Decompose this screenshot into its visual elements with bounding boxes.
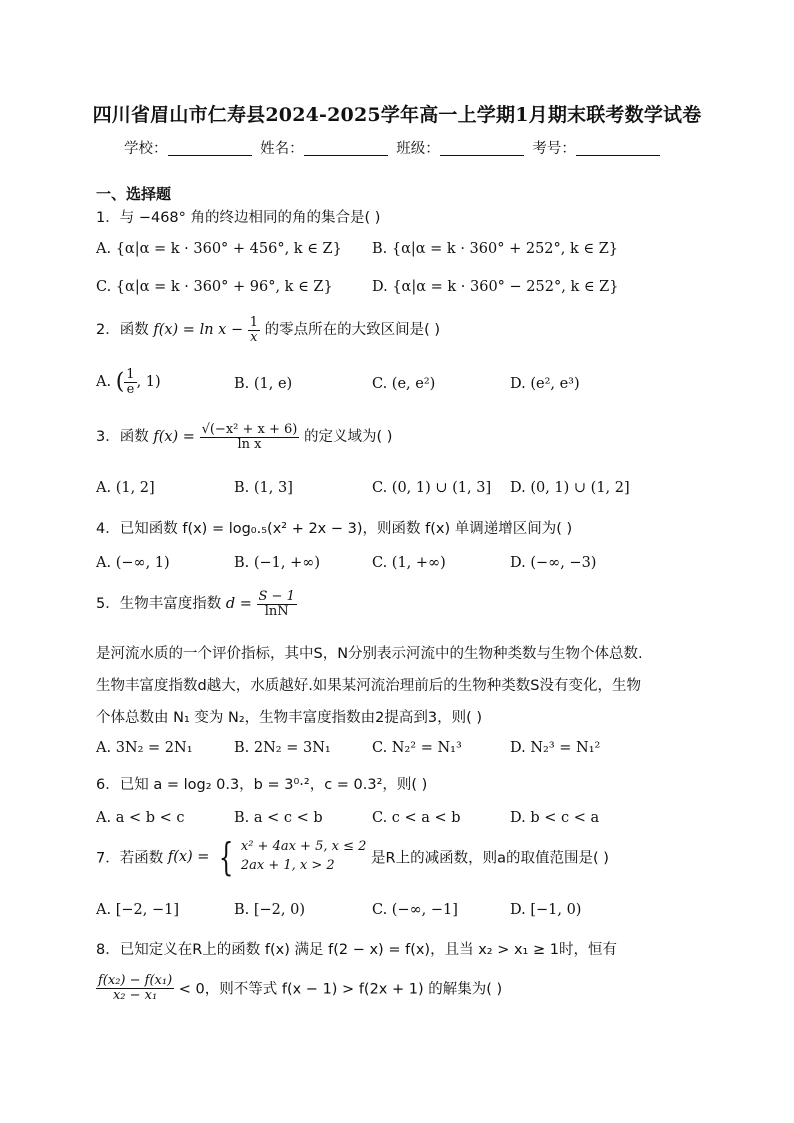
q7-expr: f(x) = (167, 849, 210, 865)
q3-fraction (200, 423, 300, 451)
q3-expr: f(x) = (153, 429, 195, 446)
q1-option-c: C. {α|α = k · 360° + 96°, k ∈ Z} (96, 279, 333, 295)
q5-frac-num: S − 1 (258, 589, 295, 604)
q2-frac-den: x (250, 329, 258, 345)
class-blank (440, 141, 524, 156)
q2-a-open: ( (115, 369, 125, 395)
q5-option-c: C. N₂² = N₁³ (372, 740, 462, 756)
q8-fraction (96, 974, 174, 1002)
q3-option-d: D. (0, 1) ∪ (1, 2] (510, 480, 630, 496)
q5-line1: 是河流水质的一个评价指标，其中S，N分别表示河流中的生物种类数与生物个体总数. (96, 646, 643, 662)
q7-stem (96, 835, 609, 879)
q5-frac-den: lnN (264, 603, 289, 619)
q5-line3: 个体总数由 N₁ 变为 N₂，生物丰富度指数由2提高到3，则( ) (96, 710, 483, 726)
piecewise-brace: { (218, 835, 234, 879)
q3-frac-den: ln x (237, 436, 262, 452)
q3-option-a: A. (1, 2] (96, 480, 155, 496)
q2-a-label: A. (96, 374, 112, 391)
q3-option-c: C. (0, 1) ∪ (1, 3] (372, 480, 492, 496)
q7-piece1: x² + 4ax + 5, x ≤ 2 (240, 839, 367, 855)
q6-stem: 6．已知 a = log₂ 0.3，b = 3⁰·²，c = 0.3²，则( ) (96, 777, 428, 793)
school-blank (168, 141, 252, 156)
q6-option-b: B. a < c < b (234, 810, 323, 826)
q5-expr: d = (225, 596, 252, 613)
q2-a-frac-num: 1 (126, 367, 135, 382)
q5-stem (96, 590, 297, 618)
q4-option-a: A. (−∞, 1) (96, 555, 170, 571)
q8-line1: 8．已知定义在R上的函数 f(x) 满足 f(2 − x) = f(x)，且当 x₂ > x₁ ≥ 1时，恒有 (96, 942, 617, 958)
q8-line2 (96, 974, 502, 1002)
q7-pieces (241, 838, 367, 876)
q2-option-b: B. (1, e) (234, 376, 293, 392)
q7-option-c: C. (−∞, −1] (372, 902, 458, 918)
q5-option-d: D. N₂³ = N₁² (510, 740, 601, 756)
class-label: 班级： (396, 141, 440, 157)
q1-stem: 1．与 −468° 角的终边相同的角的集合是( ) (96, 210, 381, 226)
q3-option-b: B. (1, 3] (234, 480, 293, 496)
q2-expr: f(x) = ln x − (153, 322, 244, 339)
q4-option-b: B. (−1, +∞) (234, 555, 321, 571)
q2-option-d: D. (e², e³) (510, 376, 580, 392)
page-title: 四川省眉山市仁寿县2024-2025学年高一上学期1月期末联考数学试卷 (92, 104, 702, 126)
exam-no-blank (576, 141, 660, 156)
q1-option-a: A. {α|α = k · 360° + 456°, k ∈ Z} (96, 241, 342, 257)
q2-a-tail: , 1) (136, 374, 161, 391)
student-info-row (124, 137, 664, 158)
q3-stem (96, 423, 392, 451)
q7-prefix: 7．若函数 (96, 850, 164, 867)
q2-stem (96, 316, 440, 344)
name-label: 姓名： (260, 141, 304, 157)
q8-line2-tail: < 0，则不等式 f(x − 1) > f(2x + 1) 的解集为( ) (178, 981, 503, 998)
q2-fraction (248, 316, 260, 344)
q3-frac-num: √(−x² + x + 6) (201, 422, 298, 437)
exam-no-label: 考号： (532, 141, 576, 157)
q5-fraction (257, 590, 297, 618)
q1-option-d: D. {α|α = k · 360° − 252°, k ∈ Z} (372, 279, 619, 295)
school-label: 学校： (124, 141, 168, 157)
name-blank (304, 141, 388, 156)
q2-a-fraction (124, 368, 136, 396)
q7-option-a: A. [−2, −1] (96, 902, 179, 918)
q6-option-d: D. b < c < a (510, 810, 600, 826)
q1-option-b: B. {α|α = k · 360° + 252°, k ∈ Z} (372, 241, 619, 257)
q6-option-a: A. a < b < c (96, 810, 185, 826)
q2-option-a (96, 368, 161, 396)
q2-suffix: 的零点所在的大致区间是( ) (264, 322, 441, 339)
q5-option-b: B. 2N₂ = 3N₁ (234, 740, 331, 756)
q2-prefix: 2．函数 (96, 322, 149, 339)
q4-option-c: C. (1, +∞) (372, 555, 446, 571)
section-heading: 一、选择题 (96, 185, 172, 203)
q2-frac-num: 1 (249, 315, 258, 330)
q7-option-b: B. [−2, 0) (234, 902, 306, 918)
q8-frac-num: f(x₂) − f(x₁) (98, 973, 173, 988)
q3-prefix: 3．函数 (96, 429, 149, 446)
q7-option-d: D. [−1, 0) (510, 902, 582, 918)
q2-option-c: C. (e, e²) (372, 376, 436, 392)
q5-option-a: A. 3N₂ = 2N₁ (96, 740, 193, 756)
q3-suffix: 的定义域为( ) (303, 429, 393, 446)
q8-frac-den: x₂ − x₁ (112, 987, 158, 1003)
q2-a-frac-den: e (126, 381, 135, 397)
q7-piece2: 2ax + 1, x > 2 (240, 858, 335, 873)
q7-suffix: 是R上的减函数，则a的取值范围是( ) (371, 850, 609, 867)
q5-prefix: 5．生物丰富度指数 (96, 596, 222, 613)
q6-option-c: C. c < a < b (372, 810, 461, 826)
q5-line2: 生物丰富度指数d越大，水质越好.如果某河流治理前后的生物种类数S没有变化，生物 (96, 678, 642, 694)
q4-stem: 4．已知函数 f(x) = log₀.₅(x² + 2x − 3)，则函数 f(x) 单调递增区间为( ) (96, 521, 573, 537)
q4-option-d: D. (−∞, −3) (510, 555, 597, 571)
